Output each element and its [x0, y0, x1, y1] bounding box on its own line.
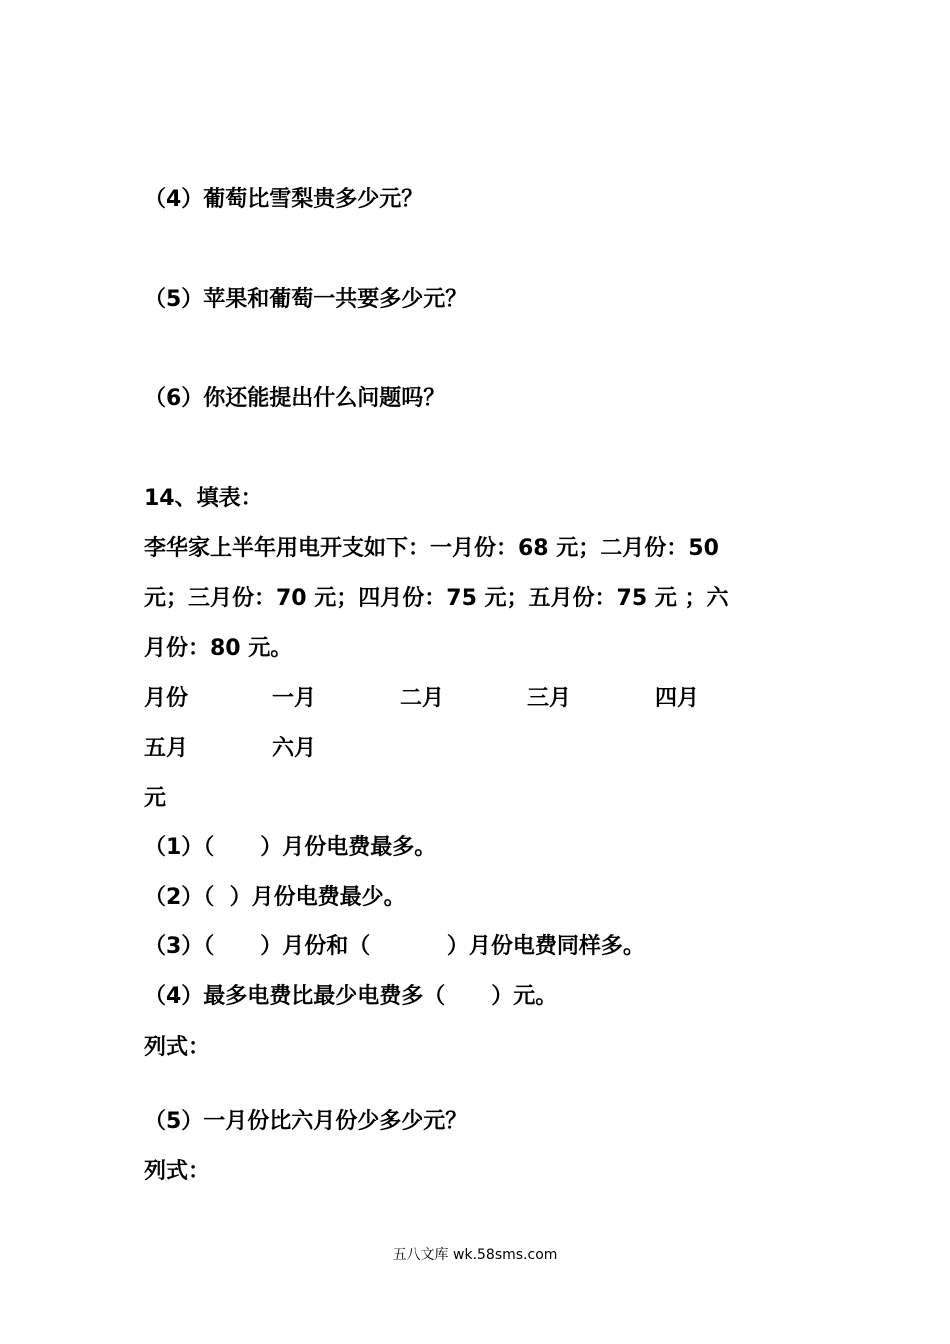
sub-question-5: （5）一月份比六月份少多少元？	[144, 1109, 468, 1134]
question-4: （4）葡萄比雪梨贵多少元？	[144, 187, 424, 212]
table-month-4: 四月	[655, 686, 700, 711]
formula-label-2: 列式：	[144, 1159, 211, 1184]
question-5: （5）苹果和葡萄一共要多少元？	[144, 287, 468, 312]
table-month-1: 一月	[272, 686, 317, 711]
table-header-label: 月份	[144, 686, 189, 711]
table-month-5: 五月	[144, 736, 189, 761]
sub-question-2: （2）（ ）月份电费最少。	[144, 885, 406, 910]
intro-line-3: 月份：80 元。	[144, 636, 293, 661]
table-month-6: 六月	[272, 736, 317, 761]
intro-line-2: 元；三月份：70 元；四月份：75 元；五月份：75 元 ；六	[144, 586, 729, 611]
page-footer: 五八文库 wk.58sms.com	[392, 1247, 558, 1263]
table-row-label: 元	[144, 786, 167, 811]
table-month-3: 三月	[527, 686, 572, 711]
formula-label-1: 列式：	[144, 1035, 211, 1060]
sub-question-3: （3）（ ）月份和（ ）月份电费同样多。	[144, 934, 645, 959]
sub-question-4: （4）最多电费比最少电费多（ ）元。	[144, 984, 558, 1009]
section-heading: 14、填表：	[144, 486, 263, 511]
table-month-2: 二月	[400, 686, 445, 711]
sub-question-1: （1）（ ）月份电费最多。	[144, 835, 437, 860]
question-6: （6）你还能提出什么问题吗？	[144, 386, 446, 411]
intro-line-1: 李华家上半年用电开支如下：一月份：68 元；二月份：50	[144, 536, 719, 561]
